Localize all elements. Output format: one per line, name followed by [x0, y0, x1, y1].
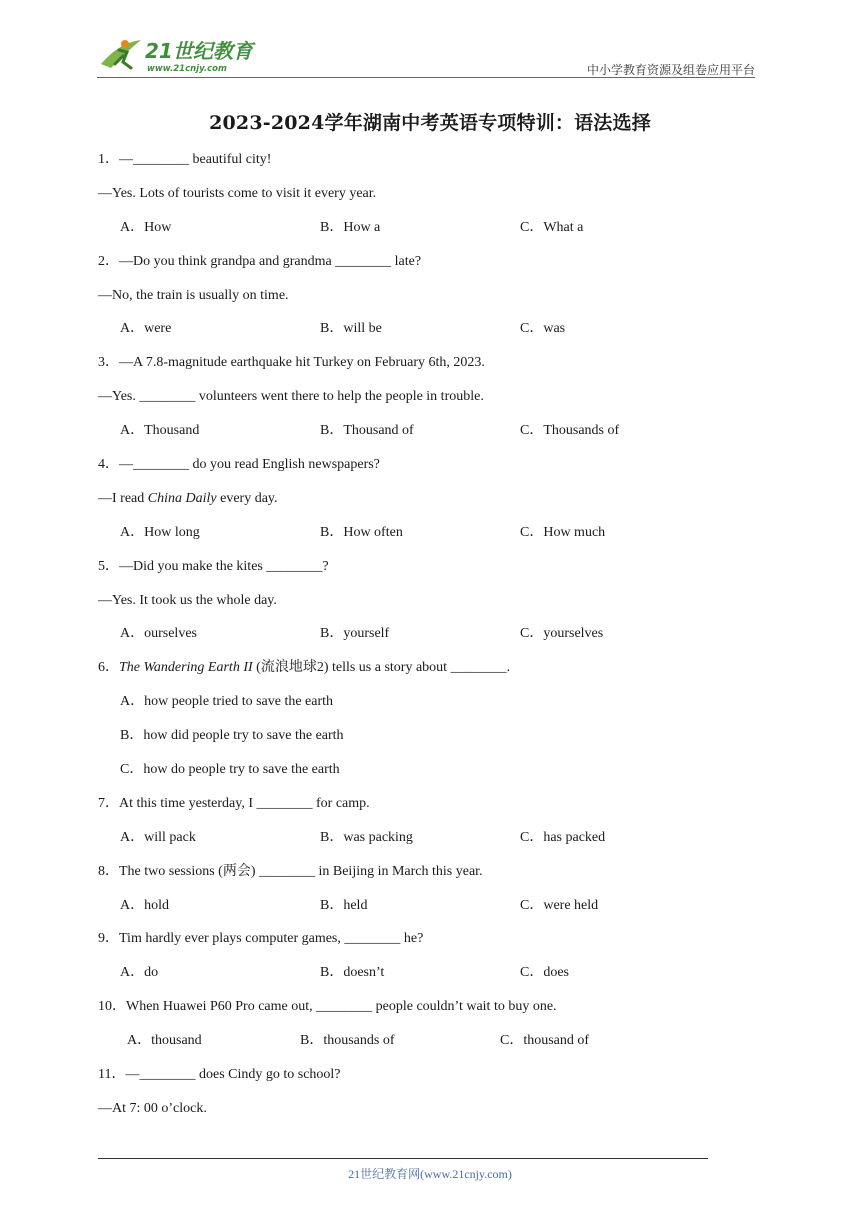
option-c: C．Thousands of — [520, 423, 620, 439]
question-6-stem — [98, 656, 718, 690]
header-platform-text: 中小学教育资源及组卷应用平台 — [586, 63, 755, 77]
question-4-reply — [98, 487, 718, 521]
question-3-options — [98, 419, 718, 453]
question-5-reply: —Yes. It took us the whole day. — [98, 592, 277, 608]
question-5-options — [98, 622, 718, 656]
question-4-stem: 4．—________ do you read English newspapers? — [98, 457, 380, 473]
option-b: B．will be — [320, 321, 382, 337]
question-11-reply: —At 7: 00 o’clock. — [98, 1100, 207, 1116]
question-3-stem: 3．—A 7.8-magnitude earthquake hit Turkey on February 6th, 2023. — [98, 355, 485, 371]
newspaper-title: China Daily — [147, 490, 217, 506]
question-9-stem: 9．Tim hardly ever plays computer games, ________ he? — [98, 931, 424, 947]
option-c: C．how do people try to save the earth — [120, 762, 340, 778]
logo-url: www.21cnjy.com — [147, 64, 227, 74]
question-2-reply: —No, the train is usually on time. — [98, 287, 289, 303]
option-c: C．How much — [520, 524, 606, 540]
question-7-options — [98, 826, 718, 860]
option-c: C．has packed — [520, 829, 606, 845]
option-b: B．how did people try to save the earth — [120, 728, 344, 744]
option-a: A．How — [120, 219, 172, 235]
reply-prefix: —I read — [98, 490, 148, 506]
question-1-reply: —Yes. Lots of tourists come to visit it every year. — [98, 185, 377, 201]
option-a: A．will pack — [120, 829, 196, 845]
option-b: B．How often — [320, 524, 403, 540]
option-a: A．thousand — [127, 1033, 202, 1049]
logo — [97, 34, 267, 74]
question-8-stem: 8．The two sessions (两会) ________ in Beijing in March this year. — [98, 863, 483, 879]
footer-divider — [98, 1158, 708, 1159]
footer-text: 21世纪教育网(www.21cnjy.com) — [348, 1167, 512, 1181]
option-b: B．was packing — [320, 829, 413, 845]
option-b: B．yourself — [320, 626, 390, 642]
option-a: A．were — [120, 321, 172, 337]
question-2-stem: 2．—Do you think grandpa and grandma ________ late? — [98, 253, 422, 269]
reply-suffix: every day. — [216, 490, 278, 506]
question-8-options — [98, 894, 718, 928]
option-b: B．held — [320, 897, 368, 913]
question-list — [98, 148, 718, 1131]
option-a: A．how people tried to save the earth — [120, 694, 334, 710]
option-b: B．Thousand of — [320, 423, 414, 439]
option-b: B．How a — [320, 219, 381, 235]
option-a: A．hold — [120, 897, 169, 913]
question-5-stem: 5．—Did you make the kites ________? — [98, 558, 329, 574]
option-b: B．thousands of — [300, 1033, 395, 1049]
option-a: A．do — [120, 965, 159, 981]
page-header — [97, 30, 755, 78]
film-title: The Wandering Earth II — [119, 660, 253, 676]
option-c: C．yourselves — [520, 626, 604, 642]
question-4-options — [98, 521, 718, 555]
question-1-options — [98, 216, 718, 250]
page-title: 2023-2024学年湖南中考英语专项特训：语法选择 — [209, 112, 651, 134]
question-9-options — [98, 961, 718, 995]
option-a: A．How long — [120, 524, 200, 540]
header-divider — [97, 77, 755, 78]
question-11-stem: 11．—________ does Cindy go to school? — [98, 1067, 341, 1083]
option-c: C．was — [520, 321, 566, 337]
question-10-options — [98, 1029, 718, 1063]
logo-text: 21世纪教育 — [145, 39, 253, 63]
question-3-reply: —Yes. ________ volunteers went there to help the people in trouble. — [98, 389, 484, 405]
option-c: C．does — [520, 965, 569, 981]
option-b: B．doesn’t — [320, 965, 385, 981]
option-c: C．were held — [520, 897, 599, 913]
question-7-stem: 7．At this time yesterday, I ________ for camp. — [98, 795, 370, 811]
question-2-options — [98, 317, 718, 351]
question-1-stem: 1．—________ beautiful city! — [98, 152, 272, 167]
option-a: A．Thousand — [120, 423, 200, 439]
stem-text: (流浪地球2) tells us a story about ________. — [252, 660, 511, 676]
stem-number: 6． — [98, 660, 119, 676]
question-10-stem: 10．When Huawei P60 Pro came out, ________ people couldn’t wait to buy one. — [98, 999, 557, 1015]
option-a: A．ourselves — [120, 626, 197, 642]
option-c: C．thousand of — [500, 1033, 590, 1049]
option-c: C．What a — [520, 219, 584, 235]
